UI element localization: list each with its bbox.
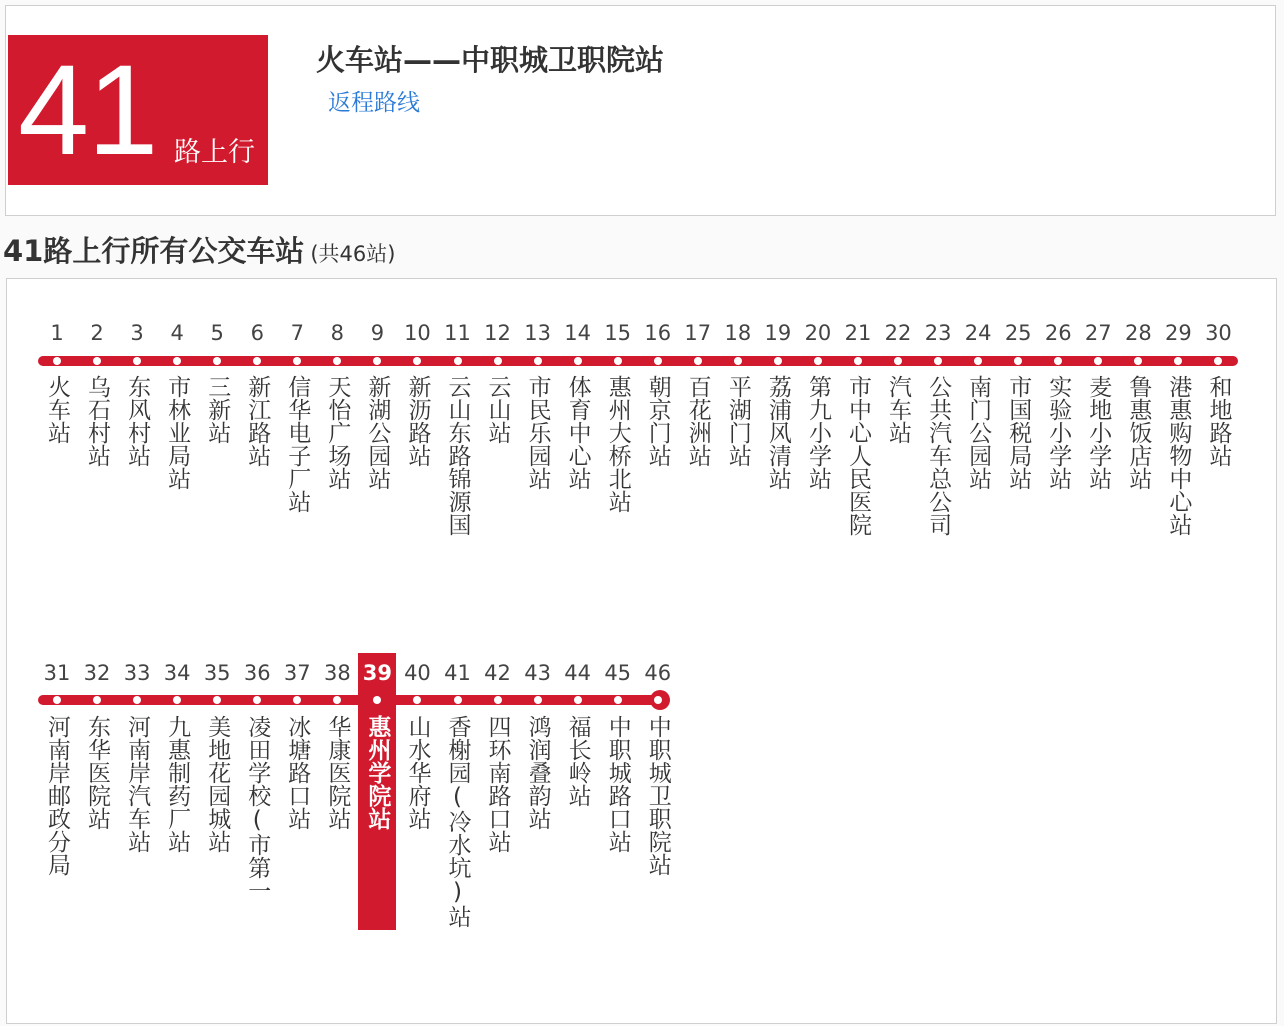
stop-number: 41	[444, 661, 471, 685]
stop-number: 23	[924, 321, 952, 345]
stop-number: 39	[362, 661, 392, 685]
stop-dot	[694, 357, 702, 365]
stop-name-link[interactable]: 麦地小学站	[1085, 375, 1112, 490]
stop-name-link[interactable]: 东风村站	[124, 375, 151, 467]
stop-name-link[interactable]: 凌田学校(市第一	[244, 715, 271, 902]
stop-number: 21	[844, 321, 872, 345]
stop-number: 16	[644, 321, 672, 345]
stop-count: (共46站)	[310, 242, 396, 266]
stop-number: 28	[1124, 321, 1152, 345]
stop-name-link[interactable]: 市民乐园站	[524, 375, 551, 490]
stop-dot	[774, 357, 782, 365]
stop-name-link[interactable]: 平湖门站	[724, 375, 751, 467]
stop-name-link[interactable]: 实验小学站	[1045, 375, 1072, 490]
stop-number: 4	[170, 321, 184, 345]
stop-number: 25	[1004, 321, 1032, 345]
stop-number: 37	[283, 661, 311, 685]
stop-name-link[interactable]: 鲁惠饭店站	[1125, 375, 1152, 490]
stop-name-link[interactable]: 山水华府站	[404, 715, 431, 830]
stop-name-link[interactable]: 河南岸汽车站	[124, 715, 151, 853]
stop-dot	[574, 357, 582, 365]
stop-name-link[interactable]: 朝京门站	[644, 375, 671, 467]
stop-dot	[494, 357, 502, 365]
return-route-link[interactable]: 返程路线	[328, 90, 420, 116]
stop-number: 6	[250, 321, 264, 345]
stop-name-link[interactable]: 新沥路站	[404, 375, 431, 467]
stop-name-link[interactable]: 新湖公园站	[364, 375, 391, 490]
section-heading-text: 41路上行所有公交车站	[3, 234, 305, 268]
stop-name-link[interactable]: 公共汽车总公司	[925, 375, 952, 536]
stop-number: 36	[243, 661, 271, 685]
stop-number: 20	[804, 321, 832, 345]
stop-number: 1	[50, 321, 64, 345]
stop-dot	[814, 357, 822, 365]
stop-name-link[interactable]: 惠州大桥北站	[604, 375, 631, 513]
stop-number: 30	[1205, 321, 1232, 345]
stop-number: 32	[83, 661, 111, 685]
stop-name-link[interactable]: 中职城路口站	[604, 715, 631, 853]
stop-number: 14	[564, 321, 591, 345]
stop-number: 17	[684, 321, 712, 345]
stop-name-link[interactable]: 冰塘路口站	[284, 715, 311, 830]
stop-name-link[interactable]: 体育中心站	[564, 375, 591, 490]
stop-name-link[interactable]: 乌石村站	[84, 375, 111, 467]
stop-name-link[interactable]: 南门公园站	[965, 375, 992, 490]
stop-name-link[interactable]: 惠州学院站	[364, 715, 391, 830]
stop-number: 33	[123, 661, 151, 685]
stop-name-link[interactable]: 美地花园城站	[204, 715, 231, 853]
stop-number: 24	[964, 321, 992, 345]
stop-number: 26	[1044, 321, 1072, 345]
stop-dot	[894, 357, 902, 365]
stop-number: 13	[524, 321, 551, 345]
stop-name-link[interactable]: 百花洲站	[684, 375, 711, 467]
stop-number: 11	[444, 321, 471, 345]
stop-name-link[interactable]: 东华医院站	[84, 715, 111, 830]
stop-name-link[interactable]: 和地路站	[1205, 375, 1232, 467]
stop-number: 18	[724, 321, 752, 345]
stop-number: 5	[210, 321, 224, 345]
stop-number: 9	[370, 321, 385, 345]
stop-dot	[734, 357, 742, 365]
stop-dot	[574, 696, 582, 704]
stop-name-link[interactable]: 港惠购物中心站	[1165, 375, 1192, 536]
stop-name-link[interactable]: 河南岸邮政分局	[44, 715, 70, 876]
route-number: 41	[18, 39, 157, 182]
stop-dot	[93, 357, 101, 365]
stop-dot	[654, 696, 662, 704]
stop-number: 8	[330, 321, 345, 345]
stop-name-link[interactable]: 信华电子厂站	[284, 375, 311, 513]
stop-name-link[interactable]: 第九小学站	[804, 375, 831, 490]
stop-number: 7	[290, 321, 304, 345]
stop-dot	[53, 696, 61, 704]
stop-dot	[53, 357, 61, 365]
stop-name-link[interactable]: 华康医院站	[324, 715, 351, 830]
stop-number: 10	[404, 321, 431, 345]
stop-number: 43	[524, 661, 551, 685]
stop-dot	[454, 357, 462, 365]
stop-number: 15	[604, 321, 632, 345]
stop-number: 19	[764, 321, 792, 345]
stop-name-link[interactable]: 云山东路锦源国	[444, 375, 471, 536]
stop-number: 42	[484, 661, 511, 685]
stop-dot	[854, 357, 862, 365]
stop-name-link[interactable]: 九惠制药厂站	[164, 715, 191, 853]
stop-name-link[interactable]: 荔浦风清站	[764, 375, 791, 490]
route-title: 火车站——中职城卫职院站	[316, 43, 665, 77]
stop-number: 3	[130, 321, 144, 345]
stop-name-link[interactable]: 四环南路口站	[484, 715, 511, 853]
stop-name-link[interactable]: 火车站	[44, 375, 70, 444]
stop-name-link[interactable]: 天怡广场站	[324, 375, 351, 490]
stop-dot	[614, 357, 622, 365]
stop-name-link[interactable]: 汽车站	[885, 375, 912, 444]
stop-number: 29	[1165, 321, 1192, 345]
stop-dot	[454, 696, 462, 704]
stop-dot	[93, 696, 101, 704]
stop-name-link[interactable]: 香榭园(冷水坑)站	[444, 715, 471, 928]
stop-number: 12	[484, 321, 511, 345]
stop-number: 34	[163, 661, 191, 685]
stop-name-link[interactable]: 市国税局站	[1005, 375, 1032, 490]
stop-name-link[interactable]: 新江路站	[244, 375, 271, 467]
stop-dot	[654, 357, 662, 365]
stop-number: 35	[203, 661, 231, 685]
route-direction: 路上行	[174, 137, 255, 168]
stop-number: 31	[43, 661, 71, 685]
stop-dot	[614, 696, 622, 704]
stop-number: 2	[90, 321, 104, 345]
stop-name-link[interactable]: 云山站	[484, 375, 511, 444]
stop-number: 27	[1084, 321, 1112, 345]
route-badge	[8, 35, 268, 185]
stop-number: 44	[564, 661, 591, 685]
stop-number: 38	[323, 661, 351, 685]
stop-number: 22	[884, 321, 912, 345]
stop-number: 40	[404, 661, 431, 685]
section-heading	[3, 230, 395, 275]
stop-name-link[interactable]: 市中心人民医院	[845, 375, 871, 536]
stop-dot	[534, 357, 542, 365]
stop-dot	[534, 696, 542, 704]
stop-name-link[interactable]: 中职城卫职院站	[644, 715, 671, 876]
stop-name-link[interactable]: 鸿润叠韵站	[524, 715, 551, 830]
stop-dot	[494, 696, 502, 704]
stop-number: 46	[644, 661, 672, 685]
stop-name-link[interactable]: 市林业局站	[164, 375, 191, 490]
stop-number: 45	[604, 661, 632, 685]
stop-name-link[interactable]: 三新站	[204, 375, 231, 444]
stop-name-link[interactable]: 福长岭站	[564, 715, 591, 807]
